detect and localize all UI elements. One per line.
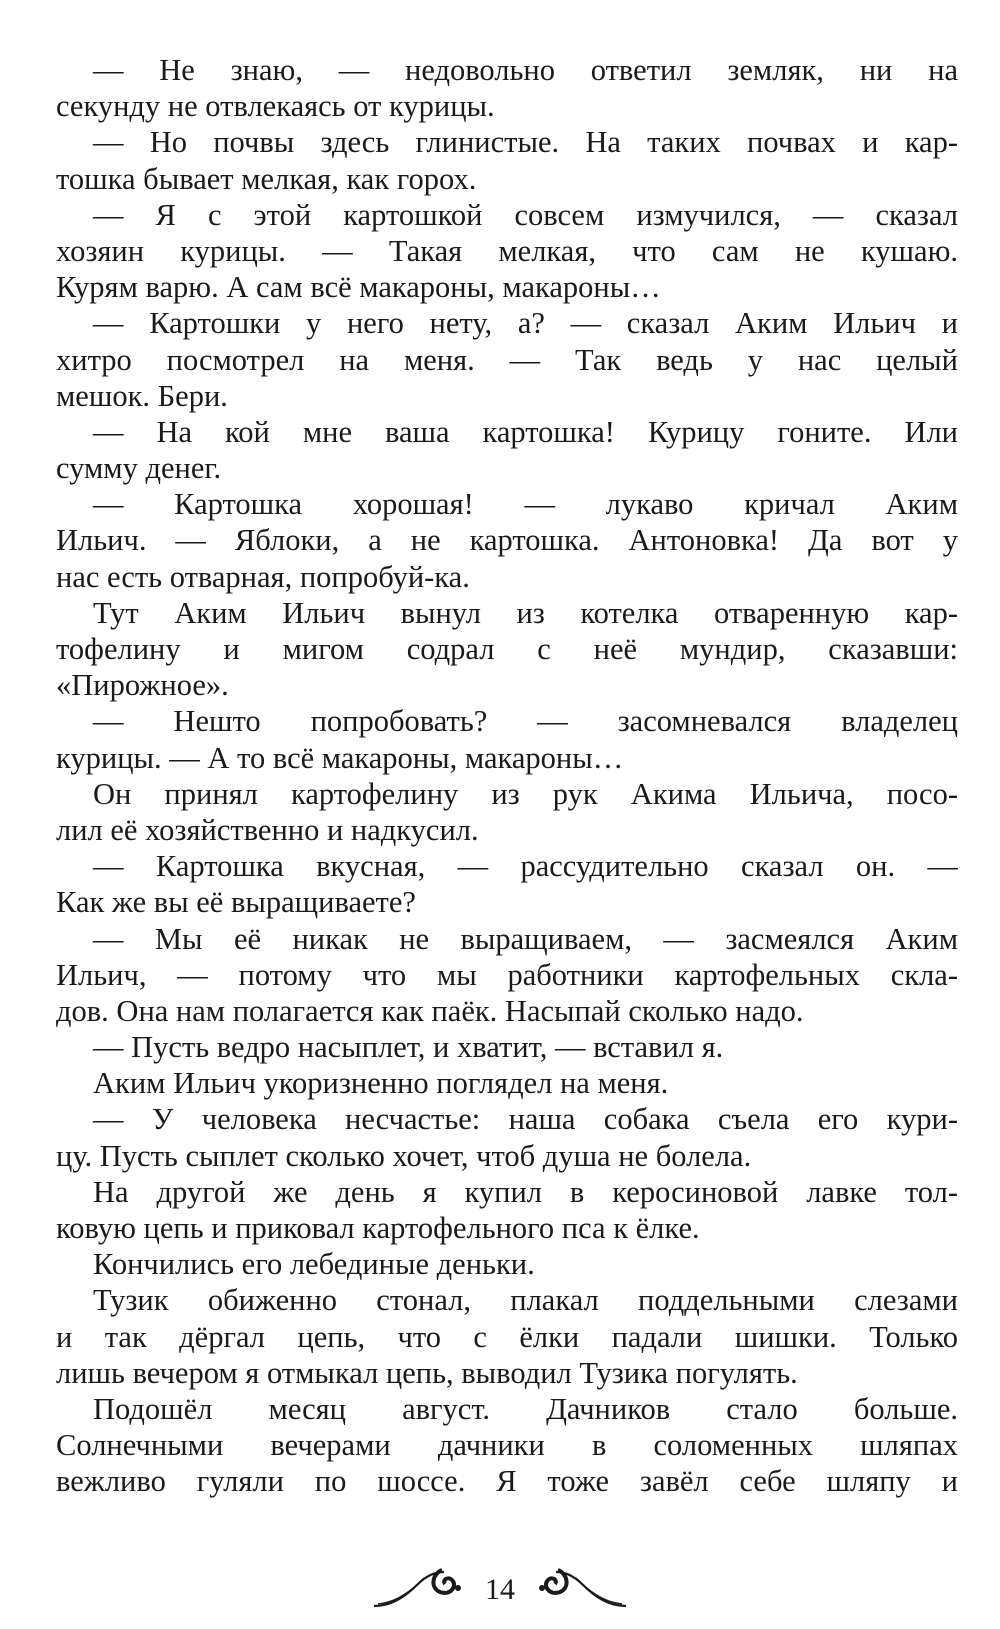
text-line: дов. Она нам полагается как паёк. Насыпай сколько надо. xyxy=(56,993,804,1028)
text-line: Тузик обиженно стонал, плакал поддельными слезами xyxy=(93,1283,958,1318)
text-line: нас есть отварная, попробуй-ка. xyxy=(56,559,470,594)
text-line: сумму денег. xyxy=(56,451,222,486)
text-line: тошка бывает мелкая, как горох. xyxy=(56,161,477,196)
text-line: На другой же день я купил в керосиновой лавке тол- xyxy=(93,1174,958,1209)
text-line: лил её хозяйственно и надкусил. xyxy=(56,812,479,847)
text-line: вежливо гуляли по шоссе. Я тоже завёл себе шляпу и xyxy=(56,1464,958,1499)
text-line: Кончились его лебединые деньки. xyxy=(93,1247,535,1282)
text-line: хозяин курицы. — Такая мелкая, что сам не кушаю. xyxy=(56,233,958,268)
text-line: лишь вечером я отмыкал цепь, выводил Тузика погулять. xyxy=(56,1355,798,1390)
text-line: — Картошка хорошая! — лукаво кричал Аким xyxy=(93,487,958,522)
text-line: мешок. Бери. xyxy=(56,378,228,413)
page-footer xyxy=(0,1566,1000,1616)
text-line: тофелину и мигом содрал с неё мундир, сказавши: xyxy=(56,632,958,666)
text-line: — Пусть ведро насыплет, и хватит, — вставил я. xyxy=(93,1030,724,1065)
page-text xyxy=(56,52,958,1552)
text-line: Он принял картофелину из рук Акима Ильича, посо- xyxy=(93,776,958,811)
text-line: Солнечными вечерами дачники в соломенных шляпах xyxy=(56,1428,958,1463)
text-line: Ильич. — Яблоки, а не картошка. Антоновка! Да вот у xyxy=(56,523,958,558)
right-ornament-icon xyxy=(530,1566,628,1610)
text-line: Аким Ильич укоризненно поглядел на меня. xyxy=(93,1066,669,1101)
page-number: 14 xyxy=(485,1573,515,1606)
text-line: — Я с этой картошкой совсем измучился, — сказал xyxy=(93,197,958,232)
text-line: Подошёл месяц август. Дачников стало больше. xyxy=(93,1391,958,1426)
text-line: секунду не отвлекаясь от курицы. xyxy=(56,89,495,124)
text-line: Ильич, — потому что мы работники картофельных скла- xyxy=(56,957,958,992)
text-line: ковую цепь и приковал картофельного пса к ёлке. xyxy=(56,1211,700,1245)
text-line: Как же вы её выращиваете? xyxy=(56,885,416,920)
text-line: — Картошка вкусная, — рассудительно сказал он. — xyxy=(93,849,958,884)
text-line: — Не знаю, — недовольно ответил земляк, ни на xyxy=(93,53,958,87)
text-line: хитро посмотрел на меня. — Так ведь у нас целый xyxy=(56,342,958,377)
text-line: — На кой мне ваша картошка! Курицу гоните. Или xyxy=(93,414,958,449)
text-line: Тут Аким Ильич вынул из котелка отваренную кар- xyxy=(93,595,958,630)
text-line: — Картошки у него нету, а? — сказал Аким Ильич и xyxy=(93,306,958,341)
text-line: — Нешто попробовать? — засомневался владелец xyxy=(93,704,958,739)
left-ornament-icon xyxy=(372,1566,470,1610)
text-line: и так дёргал цепь, что с ёлки падали шишки. Только xyxy=(56,1319,958,1354)
text-line: — Но почвы здесь глинистые. На таких почвах и кар- xyxy=(93,125,958,160)
text-line: курицы. — А то всё макароны, макароны… xyxy=(56,740,624,775)
text-line: «Пирожное». xyxy=(56,668,229,703)
text-line: — У человека несчастье: наша собака съела его кури- xyxy=(93,1102,958,1137)
text-line: Курям варю. А сам всё макароны, макароны… xyxy=(56,270,661,305)
text-line: цу. Пусть сыплет сколько хочет, чтоб душа не болела. xyxy=(56,1138,752,1173)
text-line: — Мы её никак не выращиваем, — засмеялся Аким xyxy=(93,921,958,956)
